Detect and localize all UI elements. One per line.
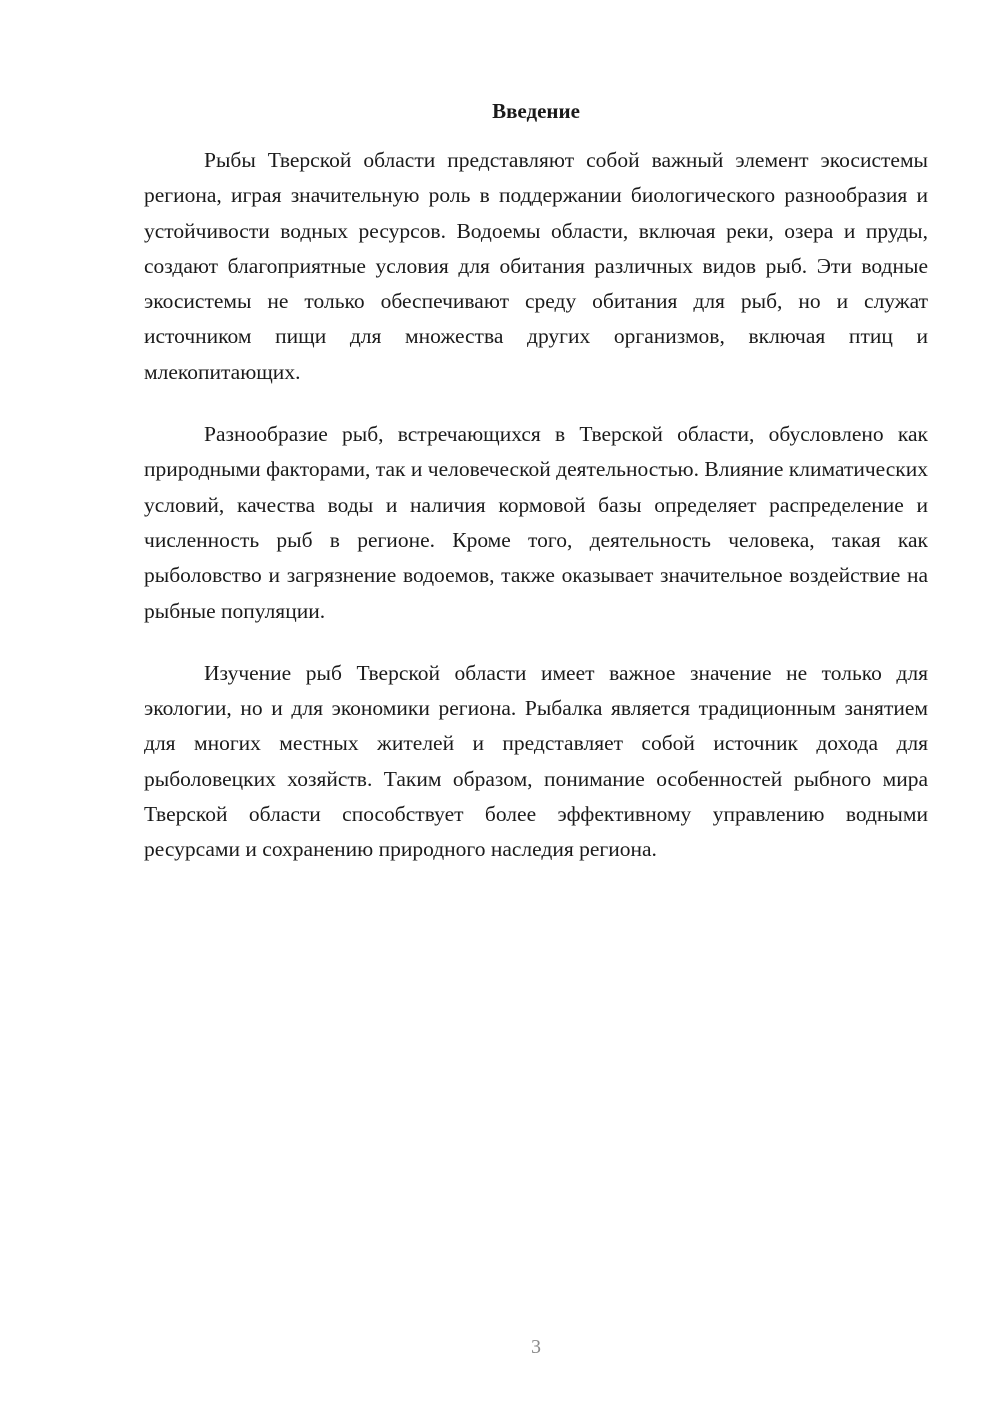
page-title: Введение — [492, 99, 580, 123]
document-body — [144, 143, 928, 895]
page-number: 3 — [531, 1336, 541, 1358]
paragraph-3: Изучение рыб Тверской области имеет важное значение не только для экологии, но и для экономики региона. Рыбалка является традиционным занятием для многих местных жителей и представляет собой источник дохода для рыболовецких хозяйств. Таким образом, понимание особенностей рыбного мира Тверской области способствует более эффективному управлению водными ресурсами и сохранению природного наследия региона. — [144, 660, 928, 862]
paragraph-2: Разнообразие рыб, встречающихся в Тверской области, обусловлено как природными факторами, так и человеческой деятельностью. Влияние климатических условий, качества воды и наличия кормовой базы определяет распределение и численность рыб в регионе. Кроме того, деятельность человека, такая как рыболовство и загрязнение водоемов, также оказывает значительное воздействие на рыбные популяции. — [144, 422, 928, 623]
paragraph-1: Рыбы Тверской области представляют собой важный элемент экосистемы региона, играя значительную роль в поддержании биологического разнообразия и устойчивости водных ресурсов. Водоемы области, включая реки, озера и пруды, создают благоприятные условия для обитания различных видов рыб. Эти водные экосистемы не только обеспечивают среду обитания для рыб, но и служат источником пищи для множества других организмов, включая птиц и млекопитающих. — [144, 148, 928, 384]
